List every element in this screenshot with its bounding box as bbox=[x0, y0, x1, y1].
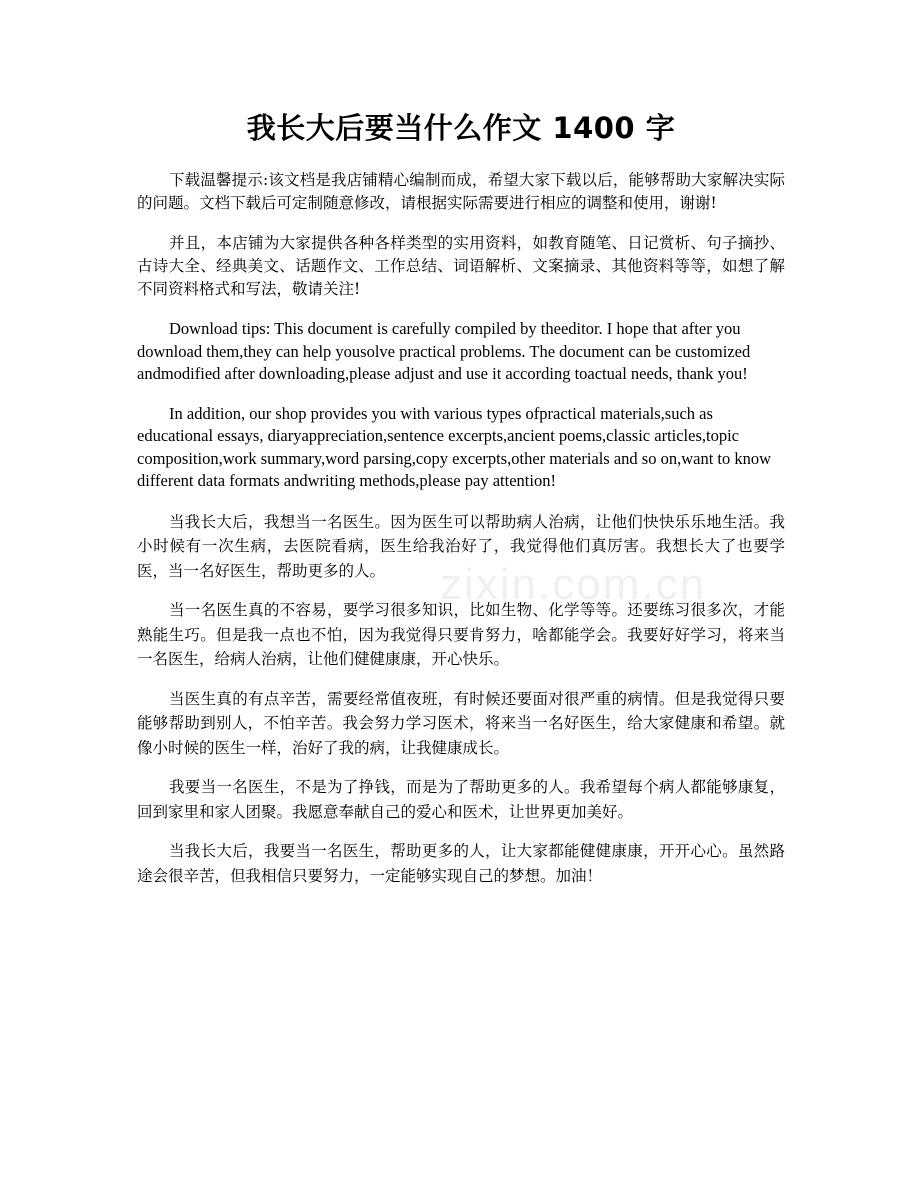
essay-paragraph: 当一名医生真的不容易，要学习很多知识，比如生物、化学等等。还要练习很多次，才能熟能生巧。但是我一点也不怕，因为我觉得只要肯努力，啥都能学会。我要好好学习，将来当一名医生，给病人治病，让他们健健康康，开心快乐。 bbox=[137, 601, 785, 668]
essay-paragraph: 当我长大后，我要当一名医生，帮助更多的人，让大家都能健健康康，开开心心。虽然路途会很辛苦，但我相信只要努力，一定能够实现自己的梦想。加油！ bbox=[137, 842, 785, 885]
document-title: 我长大后要当什么作文 1400 字 bbox=[246, 111, 676, 145]
document-page bbox=[137, 108, 785, 903]
essay-paragraph: 当医生真的有点辛苦，需要经常值夜班，有时候还要面对很严重的病情。但是我觉得只要能够帮助到别人，不怕辛苦。我会努力学习医术，将来当一名好医生，给大家健康和希望。就像小时候的医生一样，治好了我的病，让我健康成长。 bbox=[137, 689, 785, 757]
intro-paragraph: 并且，本店铺为大家提供各种各样类型的实用资料，如教育随笔、日记赏析、句子摘抄、古诗大全、经典美文、话题作文、工作总结、词语解析、文案摘录、其他资料等等，如想了解不同资料格式和写法，敬请关注! bbox=[137, 234, 785, 298]
english-paragraph: Download tips: This document is carefully compiled by theeditor. I hope that after you download them,they can help yousolve practical problems. The document can be customized andmodified after downloading,please adjust and use it according toactual needs, thank you! bbox=[137, 319, 751, 383]
intro-paragraph: 下载温馨提示:该文档是我店铺精心编制而成，希望大家下载以后，能够帮助大家解决实际的问题。文档下载后可定制随意修改，请根据实际需要进行相应的调整和使用，谢谢! bbox=[137, 171, 785, 212]
watermark: zixin.com.cn bbox=[440, 560, 707, 609]
essay-paragraph: 当我长大后，我想当一名医生。因为医生可以帮助病人治病，让他们快快乐乐地生活。我小时候有一次生病，去医院看病，医生给我治好了，我觉得他们真厉害。我想长大了也要学医，当一名好医生，帮助更多的人。 bbox=[137, 512, 785, 580]
essay-paragraph: 我要当一名医生，不是为了挣钱，而是为了帮助更多的人。我希望每个病人都能够康复，回到家里和家人团聚。我愿意奉献自己的爱心和医术，让世界更加美好。 bbox=[137, 778, 785, 821]
english-paragraph: In addition, our shop provides you with various types ofpractical materials,such as educational essays, diaryappreciation,sentence excerpts,ancient poems,classic articles,topic composition,work summary,word parsing,copy excerpts,other materials and so on,want to know different data formats andwriting methods,please pay attention! bbox=[137, 403, 772, 490]
